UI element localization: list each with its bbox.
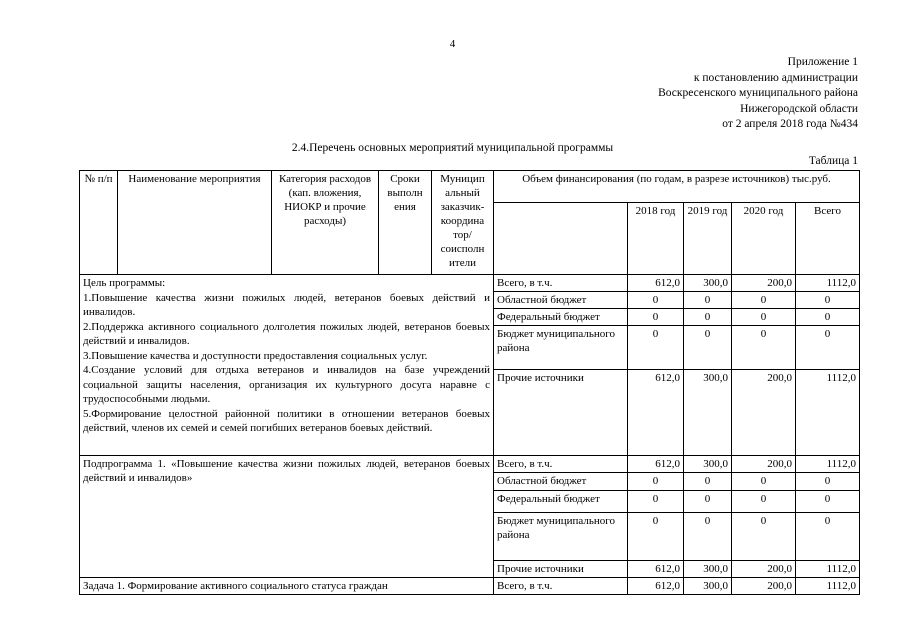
source-label: Прочие источники xyxy=(494,561,628,578)
appendix-line: Приложение 1 xyxy=(787,56,858,68)
source-label: Всего, в т.ч. xyxy=(494,275,628,292)
source-label: Бюджет муниципального района xyxy=(494,513,628,561)
value-2018: 612,0 xyxy=(628,275,684,292)
source-label: Всего, в т.ч. xyxy=(494,578,628,595)
value-2020: 0 xyxy=(732,309,796,326)
measures-table xyxy=(79,170,860,595)
appendix-line: к постановлению администрации xyxy=(693,71,858,84)
header-name: Наименование мероприятия xyxy=(118,171,272,275)
source-label: Прочие источники xyxy=(494,370,628,456)
header-terms: Сроки выполн ения xyxy=(379,171,432,275)
source-label: Бюджет муниципального района xyxy=(494,326,628,370)
value-2020: 200,0 xyxy=(732,456,796,473)
table-label: Таблица 1 xyxy=(808,155,858,167)
value-2020: 0 xyxy=(732,473,796,491)
value-2020: 0 xyxy=(732,326,796,370)
goal-item: 5.Формирование целостной районной политики в отношении ветеранов боевых действий, членов их семей и семей погибших ветеранов боевых действий. xyxy=(83,407,490,434)
value-2018: 0 xyxy=(628,513,684,561)
value-total: 0 xyxy=(796,292,860,309)
header-total: Всего xyxy=(796,203,860,275)
value-2018: 612,0 xyxy=(628,370,684,456)
value-2019: 300,0 xyxy=(684,578,732,595)
value-2018: 612,0 xyxy=(628,456,684,473)
header-num: № п/п xyxy=(80,171,118,275)
header-category: Категория расходов (кап. вложения, НИОКР и прочие расходы) xyxy=(272,171,379,275)
appendix-line: Воскресенского муниципального района xyxy=(658,87,858,99)
value-2019: 0 xyxy=(684,309,732,326)
value-2019: 300,0 xyxy=(684,561,732,578)
header-blank xyxy=(494,203,628,275)
value-2018: 612,0 xyxy=(628,561,684,578)
value-total: 1112,0 xyxy=(796,370,860,456)
value-2018: 0 xyxy=(628,491,684,513)
value-2018: 612,0 xyxy=(628,578,684,595)
value-2020: 0 xyxy=(732,513,796,561)
value-2020: 200,0 xyxy=(732,578,796,595)
source-label: Областной бюджет xyxy=(494,292,628,309)
page-number: 4 xyxy=(449,38,456,50)
task-cell: Задача 1. Формирование активного социального статуса граждан xyxy=(80,578,494,595)
source-label: Федеральный бюджет xyxy=(494,309,628,326)
value-2020: 200,0 xyxy=(732,370,796,456)
header-2018: 2018 год xyxy=(628,203,684,275)
value-total: 0 xyxy=(796,326,860,370)
appendix-line: от 2 апреля 2018 года №434 xyxy=(722,118,858,130)
header-financing: Объем финансирования (по годам, в разрезе источников) тыс.руб. xyxy=(494,171,860,203)
goal-item: 1.Повышение качества жизни пожилых людей, ветеранов боевых действий и инвалидов. xyxy=(83,291,490,318)
value-2019: 300,0 xyxy=(684,275,732,292)
value-total: 0 xyxy=(796,513,860,561)
value-2018: 0 xyxy=(628,473,684,491)
value-2019: 300,0 xyxy=(684,456,732,473)
value-2019: 0 xyxy=(684,326,732,370)
value-2019: 0 xyxy=(684,513,732,561)
goal-item: 4.Создание условий для отдыха ветеранов и инвалидов на базе учреждений социальной защиты населения, организация их культурного досуга наравне с трудоспособными людьми. xyxy=(83,364,490,405)
header-2020: 2020 год xyxy=(732,203,796,275)
value-2020: 200,0 xyxy=(732,275,796,292)
value-2020: 200,0 xyxy=(732,561,796,578)
value-2019: 300,0 xyxy=(684,370,732,456)
value-2018: 0 xyxy=(628,292,684,309)
source-label: Федеральный бюджет xyxy=(494,491,628,513)
appendix-line: Нижегородской области xyxy=(740,102,858,115)
source-label: Областной бюджет xyxy=(494,473,628,491)
value-2020: 0 xyxy=(732,491,796,513)
value-total: 1112,0 xyxy=(796,275,860,292)
header-customer: Муницип альный заказчик-координа тор/ соисполн ители xyxy=(432,171,494,275)
goal-item: 2.Поддержка активного социального долголетия пожилых людей, ветеранов боевых действий и инвалидов. xyxy=(83,320,490,347)
subprogram-cell: Подпрограмма 1. «Повышение качества жизни пожилых людей, ветеранов боевых действий и инвалидов» xyxy=(80,456,494,578)
value-total: 0 xyxy=(796,491,860,513)
value-total: 0 xyxy=(796,473,860,491)
goal-title: Цель программы: xyxy=(83,277,166,289)
value-2018: 0 xyxy=(628,309,684,326)
value-2019: 0 xyxy=(684,491,732,513)
value-total: 1112,0 xyxy=(796,456,860,473)
appendix-block xyxy=(658,55,858,133)
value-2019: 0 xyxy=(684,473,732,491)
goal-cell xyxy=(80,275,494,456)
source-label: Всего, в т.ч. xyxy=(494,456,628,473)
value-2019: 0 xyxy=(684,292,732,309)
goal-item: 3.Повышение качества и доступности предоставления социальных услуг. xyxy=(83,349,428,362)
value-total: 1112,0 xyxy=(796,578,860,595)
header-2019: 2019 год xyxy=(684,203,732,275)
document-title: 2.4.Перечень основных мероприятий муниципальной программы xyxy=(291,142,614,154)
value-total: 1112,0 xyxy=(796,561,860,578)
value-2020: 0 xyxy=(732,292,796,309)
value-2018: 0 xyxy=(628,326,684,370)
value-total: 0 xyxy=(796,309,860,326)
